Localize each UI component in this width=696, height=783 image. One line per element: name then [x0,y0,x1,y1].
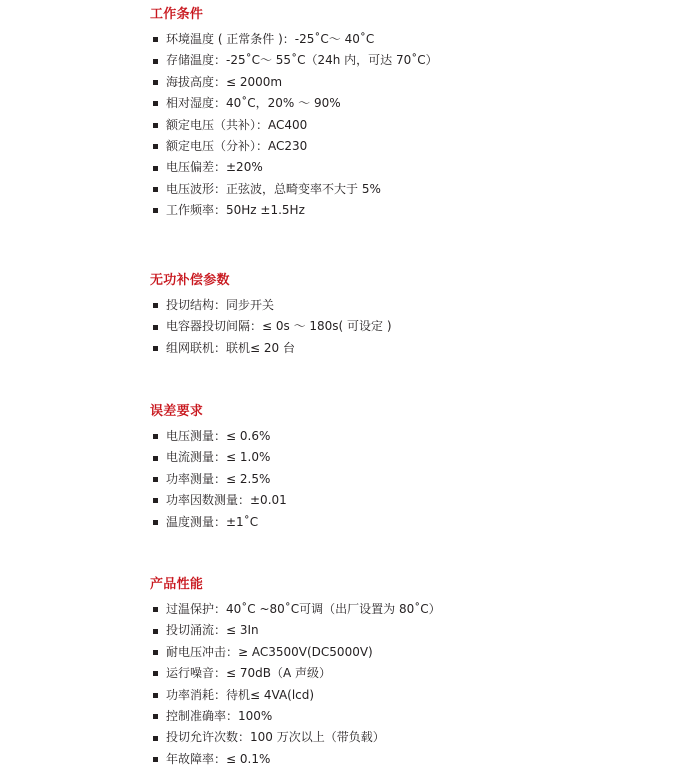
list-item [150,599,441,620]
list-item [150,727,441,748]
list-item [150,338,392,359]
list-item [150,93,438,114]
list-item [150,706,441,727]
list-item [150,295,392,316]
spec-text: 投切允许次数：100 万次以上（带负载） [166,730,385,745]
spec-text: 海拔高度：≤ 2000m [166,74,283,89]
spec-text: 电压波形：正弦波，总畸变率不大于 5% [166,181,381,196]
list-item [150,749,441,770]
list-item [150,469,287,490]
spec-text: 投切结构：同步开关 [166,298,275,312]
list-item [150,685,441,706]
section-title: 无功补偿参数 [150,273,230,288]
spec-text: 投切涌流：≤ 3In [166,623,259,638]
list-item [150,179,438,200]
spec-text: 电容器投切间隔：≤ 0s ～ 180s( 可设定 ) [166,319,392,334]
spec-text: 控制准确率：100% [166,708,273,723]
section-product-performance [150,577,441,770]
square-bullet-icon [153,303,158,308]
section-title: 产品性能 [150,577,204,592]
list-item [150,50,438,71]
spec-text: 运行噪音：≤ 70dB（A 声级） [166,666,332,681]
spec-text: 相对湿度：40˚C，20% ～ 90% [166,96,341,111]
spec-text: 电流测量：≤ 1.0% [166,450,271,465]
spec-text: 环境温度 ( 正常条件 )：-25˚C～ 40˚C [166,32,375,46]
square-bullet-icon [153,757,158,762]
square-bullet-icon [153,208,158,213]
list-item [150,157,438,178]
section-reactive-compensation [150,273,392,359]
spec-text: 工作频率：50Hz ±1.5Hz [166,203,305,218]
list-item [150,490,287,511]
spec-text: 额定电压（分补）：AC230 [166,138,308,153]
list-item [150,642,441,663]
square-bullet-icon [153,59,158,64]
square-bullet-icon [153,37,158,42]
section-error-requirements [150,404,287,533]
spec-text: 年故障率：≤ 0.1% [166,751,271,766]
square-bullet-icon [153,101,158,106]
list-item [150,136,438,157]
list-item [150,115,438,136]
square-bullet-icon [153,144,158,149]
spec-text: 存储温度：-25˚C～ 55˚C（24h 内，可达 70˚C） [166,53,438,68]
spec-text: 组网联机：联机≤ 20 台 [166,340,295,355]
list-item [150,200,438,221]
square-bullet-icon [153,714,158,719]
square-bullet-icon [153,693,158,698]
spec-text: 耐电压冲击：≥ AC3500V(DC5000V) [166,644,373,659]
square-bullet-icon [153,346,158,351]
list-item [150,663,441,684]
spec-text: 电压偏差：±20% [166,160,263,175]
list-item [150,620,441,641]
section-title: 工作条件 [150,7,204,22]
spec-text: 电压测量：≤ 0.6% [166,429,271,443]
list-item [150,447,287,468]
spec-text: 过温保护：40˚C ~80˚C可调（出厂设置为 80˚C） [166,602,441,616]
square-bullet-icon [153,736,158,741]
spec-list [150,295,392,359]
square-bullet-icon [153,325,158,330]
spec-list [150,599,441,770]
square-bullet-icon [153,456,158,461]
square-bullet-icon [153,629,158,634]
square-bullet-icon [153,650,158,655]
square-bullet-icon [153,187,158,192]
spec-text: 额定电压（共补）：AC400 [166,117,308,132]
spec-text: 功率因数测量：±0.01 [166,493,287,508]
square-bullet-icon [153,498,158,503]
list-item [150,426,287,447]
spec-list [150,29,438,222]
square-bullet-icon [153,123,158,128]
square-bullet-icon [153,520,158,525]
spec-text: 温度测量：±1˚C [166,514,259,529]
list-item [150,512,287,533]
section-title: 误差要求 [150,404,204,419]
list-item [150,29,438,50]
square-bullet-icon [153,80,158,85]
square-bullet-icon [153,477,158,482]
list-item [150,316,392,337]
square-bullet-icon [153,166,158,171]
spec-list [150,426,287,533]
square-bullet-icon [153,671,158,676]
section-working-conditions [150,7,438,222]
square-bullet-icon [153,434,158,439]
spec-text: 功率消耗：待机≤ 4VA(lcd) [166,687,315,702]
square-bullet-icon [153,607,158,612]
spec-text: 功率测量：≤ 2.5% [166,471,271,486]
list-item [150,72,438,93]
